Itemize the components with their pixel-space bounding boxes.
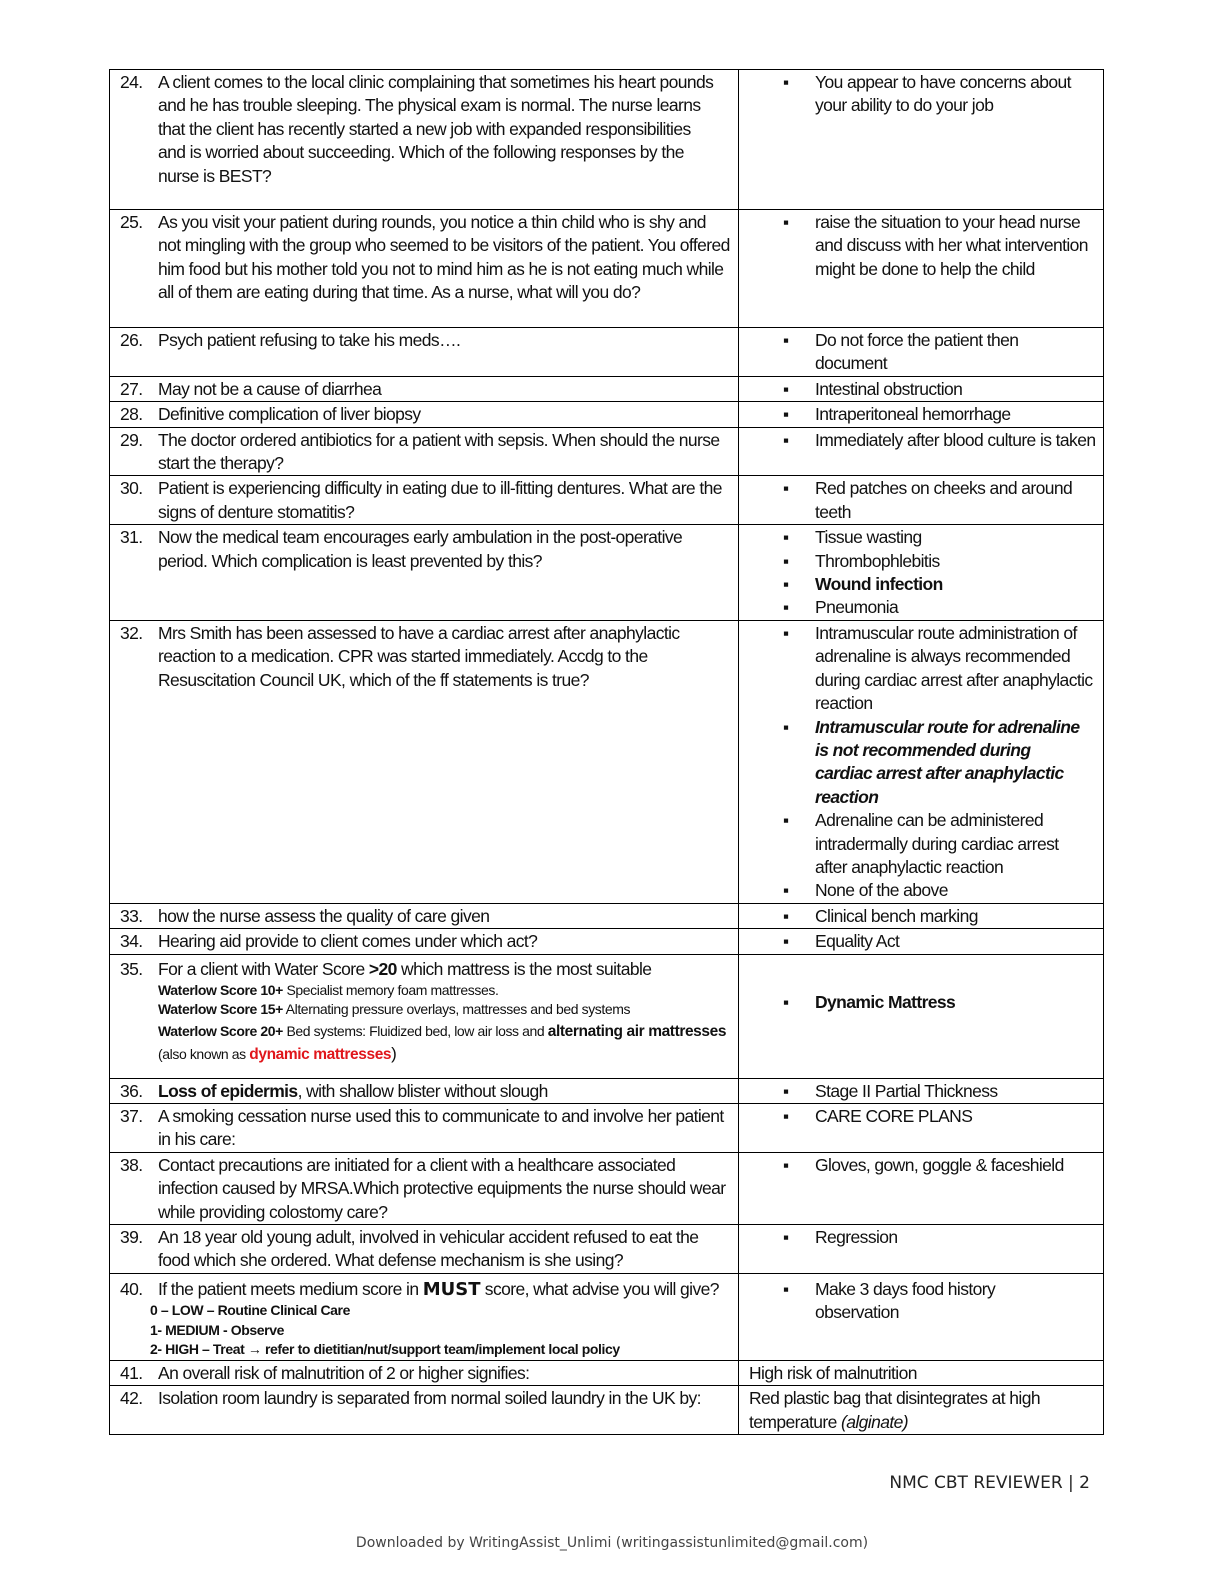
table-row (110, 210, 1104, 328)
answer-item: ▪ Tissue wasting (783, 526, 1097, 549)
answer-item: ▪ raise the situation to your head nurse and discuss with her what intervention might be done to help the child (783, 211, 1097, 281)
must-scale (116, 1301, 732, 1360)
question-text: how the nurse assess the quality of care given (158, 905, 490, 926)
answer-item-correct: ▪ Wound infection (783, 573, 1097, 596)
question-text: Isolation room laundry is separated from normal soiled laundry in the UK by: (158, 1388, 701, 1409)
question-number: 29. (120, 429, 143, 450)
answer-item: ▪ Do not force the patient then document (783, 329, 1097, 376)
must-scale-item: 0 – LOW – Routine Clinical Care (150, 1302, 350, 1319)
answer-item: ▪ Immediately after blood culture is taken (783, 429, 1097, 452)
waterlow-note: Waterlow Score 10+ Specialist memory foam mattresses. (158, 981, 499, 998)
download-watermark: Downloaded by WritingAssist_Unlimi (writingassistunlimited@gmail.com) (355, 1535, 869, 1551)
answer-item: ▪ Thrombophlebitis (783, 550, 1097, 573)
question-number: 40. (120, 1278, 143, 1299)
waterlow-note: Waterlow Score 15+ Alternating pressure overlays, mattresses and bed systems (158, 1001, 631, 1018)
table-row (110, 525, 1104, 621)
table-row (110, 1386, 1104, 1435)
question-text: For a client with Water Score >20 which mattress is the most suitable (158, 958, 652, 979)
waterlow-note: Waterlow Score 20+ Bed systems: Fluidized bed, low air loss and alternating air mattresses (also known as dynamic mattresses) (158, 1022, 727, 1063)
question-text: May not be a cause of diarrhea (158, 378, 382, 399)
answer-item: ▪ Intestinal obstruction (783, 378, 1097, 401)
question-number: 24. (120, 72, 143, 92)
question-text: A smoking cessation nurse used this to communicate to and involve her patient in his care: (158, 1105, 724, 1150)
question-number: 35. (120, 958, 143, 979)
question-text: If the patient meets medium score in MUST score, what advise you will give? (158, 1278, 719, 1300)
answer-item: ▪ Adrenaline can be administered intradermally during cardiac arrest after anaphylactic reaction (783, 809, 1097, 879)
table-row (110, 620, 1104, 903)
table-row (110, 1078, 1104, 1103)
answer-item: ▪ CARE CORE PLANS (783, 1105, 1097, 1128)
answer-item-correct: ▪ Intramuscular route for adrenaline is not recommended during cardiac arrest after anaphylactic reaction (783, 716, 1097, 810)
answer-item: ▪ None of the above (783, 879, 1097, 902)
answer-item: ▪ Regression (783, 1226, 1097, 1249)
question-number: 36. (120, 1080, 143, 1101)
question-number: 25. (120, 212, 143, 232)
qa-table (109, 69, 1104, 1435)
question-text: Loss of epidermis, with shallow blister without slough (158, 1080, 548, 1101)
question-text: Now the medical team encourages early ambulation in the post-operative period. Which complication is least prevented by this? (158, 527, 683, 571)
answer-text: Red plastic bag that disintegrates at high temperature (749, 1388, 1040, 1432)
table-row (110, 1152, 1104, 1224)
question-text: Patient is experiencing difficulty in eating due to ill-fitting dentures. What are the signs of denture stomatitis? (158, 478, 722, 522)
question-text: As you visit your patient during rounds, you notice a thin child who is shy and not mingling with the group who seemed to be visitors of the patient. You offered him food but his mother told you not to mind him as he is not eating much while all of them are eating during that time. As a nurse, what will you do? (158, 212, 730, 303)
question-text: An overall risk of malnutrition of 2 or higher signifies: (158, 1362, 530, 1383)
question-number: 38. (120, 1154, 143, 1175)
page-footer: NMC CBT REVIEWER | 2 (889, 1473, 1090, 1493)
answer-item: ▪ Gloves, gown, goggle & faceshield (783, 1154, 1097, 1177)
question-text: A client comes to the local clinic complaining that sometimes his heart pounds and he has trouble sleeping. The physical exam is normal. The nurse learns that the client has recently started a new job with expanded responsibilities and is worried about succeeding. Which of the following responses by the nurse is BEST? (158, 72, 714, 186)
answer-item: ▪ Intramuscular route administration of adrenaline is always recommended during cardiac arrest after anaphylactic reaction (783, 622, 1097, 716)
answer-item: ▪ Stage II Partial Thickness (783, 1080, 1097, 1103)
table-row (110, 1360, 1104, 1385)
question-text: Mrs Smith has been assessed to have a cardiac arrest after anaphylactic reaction to a medication. CPR was started immediately. Accdg to the Resuscitation Council UK, which of the ff statements is true? (158, 622, 680, 690)
table-row (110, 1103, 1104, 1152)
table-row (110, 70, 1104, 210)
question-number: 41. (120, 1362, 143, 1383)
answer-item: ▪ Red patches on cheeks and around teeth (783, 477, 1097, 524)
answer-item: ▪ Equality Act (783, 930, 1097, 953)
question-number: 28. (120, 404, 143, 425)
table-row (110, 1225, 1104, 1274)
table-row (110, 476, 1104, 525)
answer-text: High risk of malnutrition (749, 1362, 917, 1383)
must-scale-item: 2- HIGH – Treat → refer to dietitian/nut/support team/implement local policy (150, 1341, 620, 1358)
table-row (110, 402, 1104, 427)
answer-item: ▪ You appear to have concerns about your ability to do your job (783, 71, 1097, 118)
question-number: 33. (120, 905, 143, 926)
table-row (110, 1273, 1104, 1360)
question-text: The doctor ordered antibiotics for a patient with sepsis. When should the nurse start the therapy? (158, 429, 720, 474)
table-row (110, 903, 1104, 928)
answer-item: ▪ Make 3 days food history observation (783, 1278, 1097, 1325)
question-text: Contact precautions are initiated for a client with a healthcare associated infection caused by MRSA.Which protective equipments the nurse should wear while providing colostomy care? (158, 1154, 726, 1222)
answer-item: ▪ Clinical bench marking (783, 905, 1097, 928)
table-row (110, 376, 1104, 401)
question-number: 42. (120, 1388, 143, 1409)
question-number: 27. (120, 378, 143, 399)
question-text: Psych patient refusing to take his meds…. (158, 330, 461, 350)
question-number: 30. (120, 478, 143, 499)
question-number: 31. (120, 527, 143, 548)
table-row (110, 328, 1104, 377)
question-text: Definitive complication of liver biopsy (158, 404, 421, 425)
question-text: An 18 year old young adult, involved in vehicular accident refused to eat the food which she ordered. What defense mechanism is she using? (158, 1227, 699, 1271)
must-scale-item: 1- MEDIUM - Observe (150, 1321, 284, 1338)
answer-item: ▪ Pneumonia (783, 596, 1097, 619)
table-row (110, 954, 1104, 1078)
question-number: 32. (120, 622, 143, 643)
table-row (110, 929, 1104, 954)
table-row (110, 427, 1104, 476)
answer-item: ▪ Dynamic Mattress (783, 991, 1097, 1014)
question-number: 39. (120, 1227, 143, 1247)
answer-item: ▪ Intraperitoneal hemorrhage (783, 403, 1097, 426)
question-number: 37. (120, 1105, 143, 1126)
question-number: 26. (120, 330, 143, 350)
answer-text-italic: (alginate) (841, 1411, 908, 1432)
question-text: Hearing aid provide to client comes under which act? (158, 931, 538, 952)
question-number: 34. (120, 931, 143, 952)
